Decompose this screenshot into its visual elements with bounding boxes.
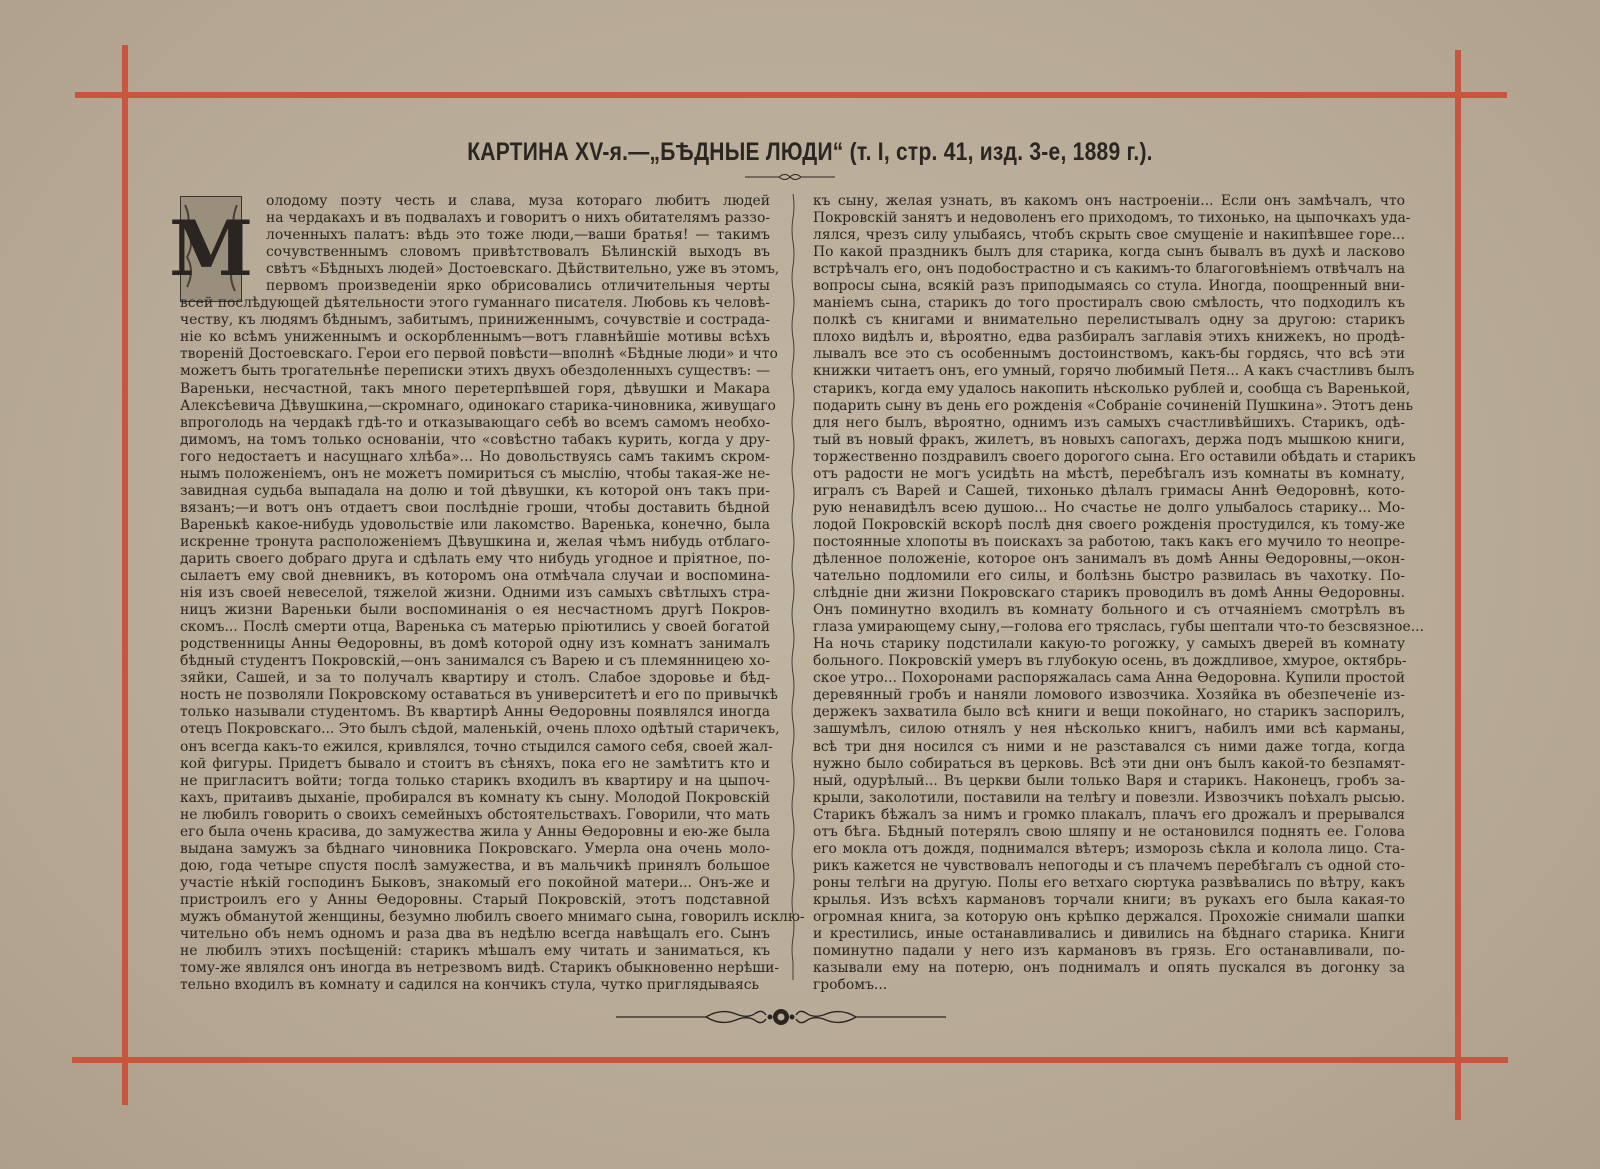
text-line: лывалъ все это съ особеннымъ достоинствомъ, какъ-бы гордясь, что всѣ эти (813, 346, 1405, 363)
text-line: нужно было собираться въ церковь. Всѣ эти дни онъ былъ какой-то безпамят- (813, 755, 1405, 772)
text-line: олодому поэту честь и слава, муза котораго любитъ людей (266, 193, 770, 209)
right-text-column (813, 193, 1424, 994)
text-line: чательно подломили его силы, и болѣзнь быстро развилась въ чахотку. По- (813, 568, 1405, 585)
text-line: сочувственнымъ словомъ привѣтствовалъ Бѣлинскій выходъ въ (266, 244, 770, 261)
text-line: нія изъ своей невеселой, тяжелой жизни. Одними изъ самыхъ свѣтлыхъ стра- (180, 585, 770, 602)
text-line: роны телѣги на другую. Полы его ветхаго сюртука развѣвались по вѣтру, какъ (813, 874, 1405, 891)
text-line: для него былъ, вѣроятно, однимъ изъ самыхъ счастливѣйшихъ. Старикъ, одѣ- (813, 414, 1405, 431)
text-line: крыли, заколотили, поставили на телѣгу и повезли. Извозчикъ поѣхалъ рысью. (813, 789, 1405, 806)
text-line: дѣленное положеніе, которое онъ занималъ въ домѣ Анны Ѳедоровны,—окон- (813, 550, 1405, 567)
text-line: онъ всегда какъ-то ежился, кривлялся, точно стыдился самого себя, своей жал- (180, 738, 773, 755)
left-text-column (180, 193, 805, 994)
text-line: къ сыну, желая узнать, въ какомъ онъ настроеніи... Если онъ замѣчалъ, что (813, 193, 1405, 209)
text-line: чительно объ немъ одномъ и раза два въ недѣлю всегда навѣщалъ его. Сынъ (180, 926, 770, 943)
text-line: кахъ, притаивъ дыханіе, пробирался въ комнату къ сыну. Молодой Покровскій (180, 789, 770, 806)
text-line: встрѣчалъ его, онъ подобострастно и съ какимъ-то благоговѣніемъ отвѣчалъ на (813, 261, 1405, 278)
text-line: не любилъ этихъ посѣщеній: старикъ мѣшалъ ему читать и заниматься, къ (180, 943, 770, 960)
text-line: крылья. Изъ всѣхъ кармановъ торчали книги; въ рукахъ его была какая-то (813, 891, 1405, 908)
text-line: полкѣ съ книгами и внимательно перелистывалъ одну за другою: старикъ (813, 312, 1405, 329)
text-line: всей послѣдующей дѣятельности этого гуманнаго писателя. Любовь къ человѣ- (180, 295, 770, 312)
text-line: игралъ съ Варей и Сашей, тихонько дѣлалъ гримасы Аннѣ Ѳедоровнѣ, кото- (813, 482, 1405, 499)
text-line: пристроилъ его у Анны Ѳедоровны. Старый Покровскій, этотъ подставной (180, 891, 770, 908)
text-line: и крестились, иные останавливались и дивились на бѣднаго старика. Книги (813, 926, 1405, 943)
text-line: Варенькѣ какое-нибудь удовольствіе или лакомство. Варенька, конечно, была (180, 516, 770, 533)
right-border-rule (1455, 50, 1461, 1120)
text-line: свѣтъ «Бѣдныхъ людей» Достоевскаго. Дѣйствительно, уже въ этомъ, (266, 261, 780, 278)
text-line: больного. Покровскій умеръ въ глубокую осень, въ дождливое, хмурое, октябрь- (813, 653, 1407, 670)
text-line: первомъ произведеніи ярко обрисовались отличительныя черты (266, 278, 770, 295)
text-line: выдана замужъ за бѣднаго чиновника Покровскаго. Умерла она очень моло- (180, 840, 770, 857)
text-line: слѣдніе дни жизни Покровскаго старикъ проводилъ въ домѣ Анны Ѳедоровны. (813, 585, 1405, 602)
text-line: честву, къ людямъ бѣднымъ, забитымъ, приниженнымъ, сочувствіе и сострада- (180, 312, 770, 329)
text-line: Вареньки, несчастной, такъ много перетерпѣвшей горя, дѣвушки и Макара (180, 380, 770, 397)
text-line: Онъ поминутно входилъ въ комнату больного и съ отчаяніемъ смотрѣлъ въ (813, 602, 1405, 619)
text-line: его мокла отъ дождя, поднимался вѣтеръ; изморозь сѣкла и колола лицо. Ста- (813, 840, 1405, 857)
text-line: дарить своего добраго друга и сдѣлать ему что нибудь угодное и пріятное, по- (180, 550, 770, 567)
text-line: гого недостаетъ и насущнаго хлѣба»... Но довольствуясь самъ такимъ скром- (180, 448, 770, 465)
text-line: тый въ новый фракъ, жилетъ, въ новыхъ сапогахъ, держа подъ мышкою книги, (813, 431, 1405, 448)
text-line: тому-же являлся онъ иногда въ нетрезвомъ видѣ. Старикъ обыкновенно нерѣши- (180, 960, 780, 977)
text-line: мужъ обманутой женщины, безумно любилъ своего мнимаго сына, говорилъ исклю- (180, 908, 805, 925)
text-line: огромная книга, за которую онъ крѣпко держался. Прохожіе снимали шапки (813, 908, 1405, 925)
text-line: скомъ... Послѣ смерти отца, Варенька съ матерью пріютились у своей богатой (180, 619, 770, 636)
text-line: на чердакахъ и въ подвалахъ и говоритъ о нихъ обитателямъ раззо- (266, 210, 770, 227)
text-line: Старикъ бѣжалъ за нимъ и громко плакалъ, плачъ его дрожалъ и прерывался (813, 806, 1405, 823)
text-line: бѣдный студентъ Покровскій,—онъ занимался съ Варею и съ племянницею хо- (180, 653, 770, 670)
text-line: книжки читаетъ онъ, его умный, горячо любимый Петя... А какъ счастливъ былъ (813, 363, 1415, 380)
text-line: зяйки, Сашей, и за то получалъ квартиру и столъ. Слабое здоровье и бѣд- (180, 670, 770, 687)
text-line: твореній Достоевскаго. Герои его первой повѣсти—вполнѣ «Бѣдные люди» и что (180, 346, 778, 363)
text-line: постоянные хлопоты въ поискахъ за работою, такъ какъ его мучило то неопре- (813, 533, 1405, 550)
text-line: участіе нѣкій господинъ Быковъ, знакомый его покойной матери... Онъ-же и (180, 874, 770, 891)
text-line: искренне тронута расположеніемъ Дѣвушкина и, желая чѣмъ нибудь отблаго- (180, 533, 770, 550)
dropcap-text: М (168, 204, 254, 293)
text-line: зашумѣлъ, силою отнялъ у нея нѣсколько книгъ, набилъ ими всѣ карманы, (813, 721, 1405, 738)
text-line: отецъ Покровскаго... Это былъ сѣдой, маленькій, очень плохо одѣтый старичекъ, (180, 721, 780, 738)
column-divider (790, 194, 796, 980)
text-line: всѣ три дня носился съ ними и не разставался съ ними даже тогда, когда (813, 738, 1405, 755)
text-line: отъ радости не могъ усидѣть на мѣстѣ, перебѣгалъ изъ комнаты въ комнату, (813, 465, 1405, 482)
text-line: вязанъ;—и вотъ онъ отдаетъ свои послѣдніе гроши, чтобы доставить бѣдной (180, 499, 770, 516)
text-line: вопросы сына, всякій разъ приподымаясь со стула. Иногда, поощренный вни- (813, 278, 1405, 295)
text-line: подарить сыну въ день его рожденія «Собраніе сочиненій Пушкина». Этотъ день (813, 397, 1414, 414)
text-line: держекъ захватила было всѣ книги и вещи покойнаго, но старикъ заспорилъ, (813, 704, 1405, 721)
text-line: ницъ жизни Вареньки были воспоминанія о ея несчастномъ другѣ Покров- (180, 602, 770, 619)
text-line: впроголодь на чердакѣ гдѣ-то и отказывающаго себѣ во всемъ самомъ необхо- (180, 414, 770, 431)
left-border-rule (122, 45, 128, 1105)
text-line: поминутно падали у него изъ кармановъ въ грязь. Его останавливали, по- (813, 943, 1405, 960)
page-title: КАРТИНА XV-я.—„БѢДНЫЕ ЛЮДИ“ (т. I, стр. 41, изд. 3-е, 1889 г.). (467, 138, 1153, 166)
text-line: сылаетъ ему свой дневникъ, въ которомъ она отмѣчала случаи и воспомина- (180, 568, 770, 585)
text-line: Алексѣевича Дѣвушкина,—скромнаго, одинокаго старика-чиновника, живущаго (180, 397, 776, 414)
text-line: кой фигуры. Придетъ бывало и стоитъ въ сѣняхъ, пока его не замѣтитъ кто и (180, 755, 770, 772)
text-line: торжественно поздравилъ своего дорогого сына. Его оставили обѣдать и старикъ (813, 448, 1416, 465)
text-line: родственницы Анны Ѳедоровны, въ домѣ которой одну изъ комнатъ занималъ (180, 636, 770, 653)
text-line: не любилъ говорить о своихъ семейныхъ обстоятельствахъ. Говорили, что мать (180, 806, 770, 823)
text-line: его была очень красива, до замужества жила у Анны Ѳедоровны и ею-же была (180, 823, 770, 840)
text-line: маніемъ сына, старикъ до того простиралъ свою смѣлость, что подходилъ къ (813, 295, 1405, 312)
text-line: только называли студентомъ. Въ квартирѣ Анны Ѳедоровны появлялся иногда (180, 704, 770, 721)
bottom-ornament-icon (616, 1004, 946, 1030)
text-line: глаза умирающему сыну,—голова его тряслась, губы шептали что-то безсвязное... (813, 619, 1424, 636)
text-line: ность не позволяли Покровскому оставаться въ университетѣ и его по привычкѣ (180, 687, 778, 704)
text-line: лоченныхъ палатъ: вѣдь это тоже люди,—ваши братья! — такимъ (266, 227, 770, 244)
text-line: дою, года четыре спустя послѣ замужества, и въ мальчикѣ принялъ большое (180, 857, 770, 874)
text-line: ный, одурѣлый... Въ церкви были только Варя и старикъ. Наконецъ, гробъ за- (813, 772, 1405, 789)
top-border-rule (75, 92, 1507, 98)
text-line: отъ бѣга. Бѣдный потерялъ свою шляпу и не остановился поднять ее. Голова (813, 823, 1405, 840)
text-line: тельно входилъ въ комнату и садился на кончикъ стула, чутко приглядываясь (180, 977, 760, 994)
bottom-border-rule (72, 1057, 1508, 1063)
text-line: лодой Покровскій вскорѣ послѣ дня своего рожденія простудился, къ тому-же (813, 516, 1405, 533)
text-line: рую ненавидѣлъ всею душою... Но счастье не долго улыбалось старику... Мо- (813, 499, 1405, 516)
text-line: Покровскій занятъ и недоволенъ его приходомъ, то тихонько, на цыпочкахъ уда- (813, 210, 1411, 227)
text-line: можетъ быть трогательнѣе переписки этихъ двухъ обездоленныхъ существъ: — (180, 363, 770, 380)
text-line: рикъ кажется не чувствовалъ непогоды и съ плачемъ перебѣгалъ съ одной сто- (813, 857, 1405, 874)
text-line: лялся, чрезъ силу улыбаясь, чтобъ скрыть свое смущеніе и накипѣвшее горе... (813, 227, 1405, 244)
text-line: По какой праздникъ былъ для старика, когда сынъ бывалъ въ духѣ и ласково (813, 244, 1405, 261)
text-line: ніе ко всѣмъ униженнымъ и оскорбленнымъ—вотъ главнѣйшіе мотивы всѣхъ (180, 329, 770, 346)
text-line: деревянный гробъ и наняли ломового извозчика. Хозяйка въ обезпеченіе из- (813, 687, 1405, 704)
text-line: димомъ, на томъ только основаніи, что «совѣстно табакъ курить, когда у дру- (180, 431, 770, 448)
text-line: завидная судьба выпадала на долю и той дѣвушки, къ которой онъ такъ при- (180, 482, 770, 499)
text-line: ское утро... Похоронами распоряжалась сама Анна Ѳедоровна. Купили простой (813, 670, 1405, 687)
text-line: не пригласитъ войти; тогда только старикъ входилъ въ квартиру и на цыпоч- (180, 772, 770, 789)
text-line: На ночь старику подстилали какую-то рогожку, у самыхъ дверей въ комнату (813, 636, 1405, 653)
title-ornament-icon (745, 172, 835, 182)
text-line: гробомъ... (813, 977, 888, 994)
text-line: нымъ положеніемъ, онъ не можетъ помириться съ мыслію, чтобы такая-же не- (180, 465, 770, 482)
text-line: казывали ему на потерю, онъ поднималъ и опять пускался въ догонку за (813, 960, 1405, 977)
text-line: плохо видѣлъ и, вѣроятно, едва разбиралъ заглавія этихъ книжекъ, но продѣ- (813, 329, 1405, 346)
text-line: старикъ, когда ему удалось накопить нѣсколько рублей и, сообща съ Варенькой, (813, 380, 1411, 397)
